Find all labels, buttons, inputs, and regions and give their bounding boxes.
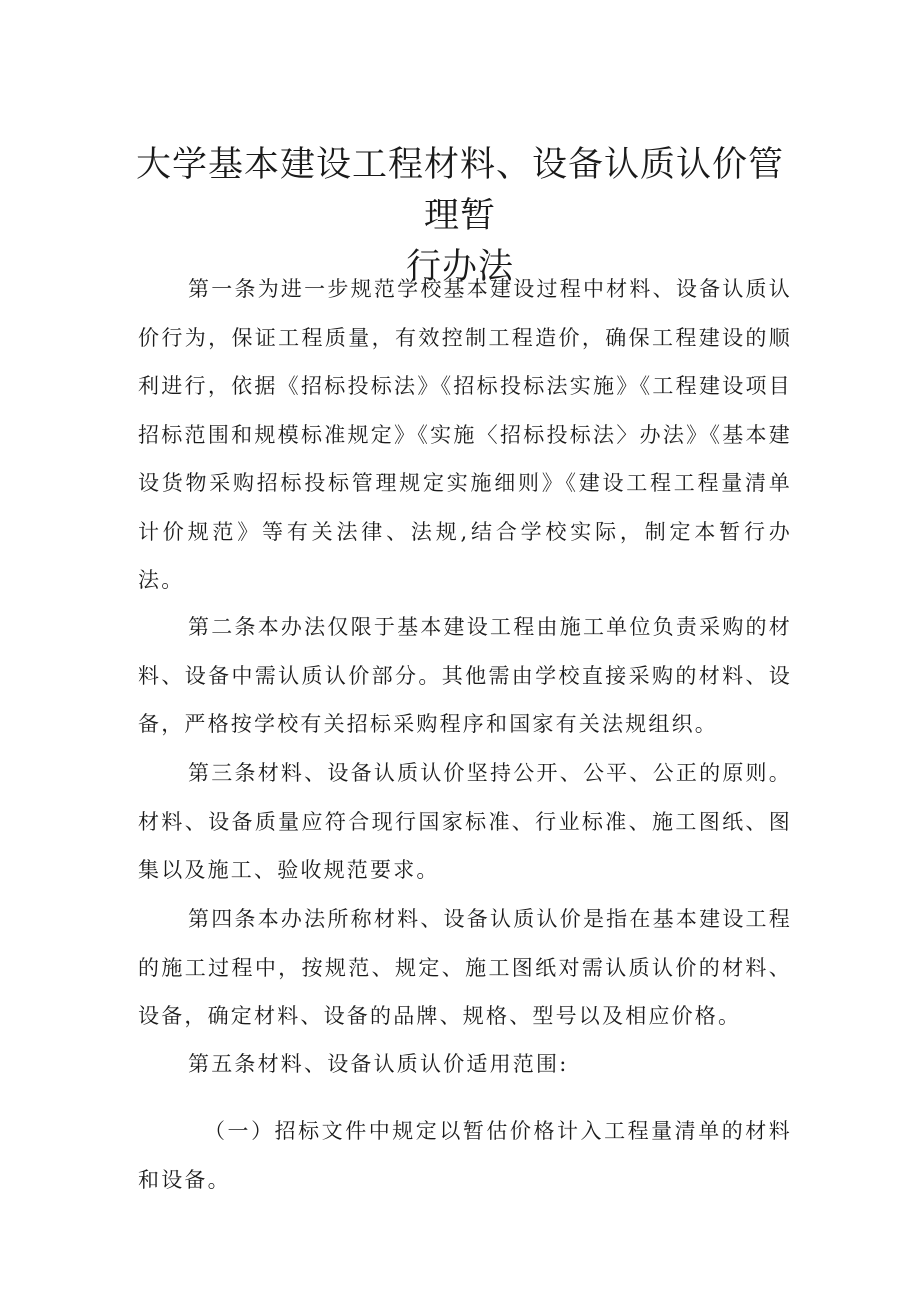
- article-5-paragraph: 第五条材料、设备认质认价适用范围:: [188, 1052, 569, 1076]
- title-line-2: 行办法: [405, 247, 514, 287]
- article-5-item-1-paragraph: （一）招标文件中规定以暂估价格计入工程量清单的材料和设备。: [138, 1119, 792, 1192]
- article-1-paragraph: 第一条为进一步规范学校基本建设过程中材料、设备认质认价行为，保证工程质量，有效控制工程造价，确保工程建设的顺利进行，依据《招标投标法》《招标投标法实施》《工程建设项目招标范围和规模标准规定》《实施〈招标投标法〉办法》《基本建设货物采购招标投标管理规定实施细则》《建设工程工程量清单计价规范》等有关法律、法规,结合学校实际，制定本暂行办法。: [138, 277, 792, 592]
- article-3-paragraph: 第三条材料、设备认质认价坚持公开、公平、公正的原则。材料、设备质量应符合现行国家标准、行业标准、施工图纸、图集以及施工、验收规范要求。: [138, 761, 792, 882]
- article-2-paragraph: 第二条本办法仅限于基本建设工程由施工单位负责采购的材料、设备中需认质认价部分。其他需由学校直接采购的材料、设备，严格按学校有关招标采购程序和国家有关法规组织。: [138, 615, 792, 736]
- article-4-paragraph: 第四条本办法所称材料、设备认质认价是指在基本建设工程的施工过程中，按规范、规定、施工图纸对需认质认价的材料、设备，确定材料、设备的品牌、规格、型号以及相应价格。: [138, 907, 792, 1028]
- title-line-1: 大学基本建设工程材料、设备认质认价管理暂: [135, 145, 784, 236]
